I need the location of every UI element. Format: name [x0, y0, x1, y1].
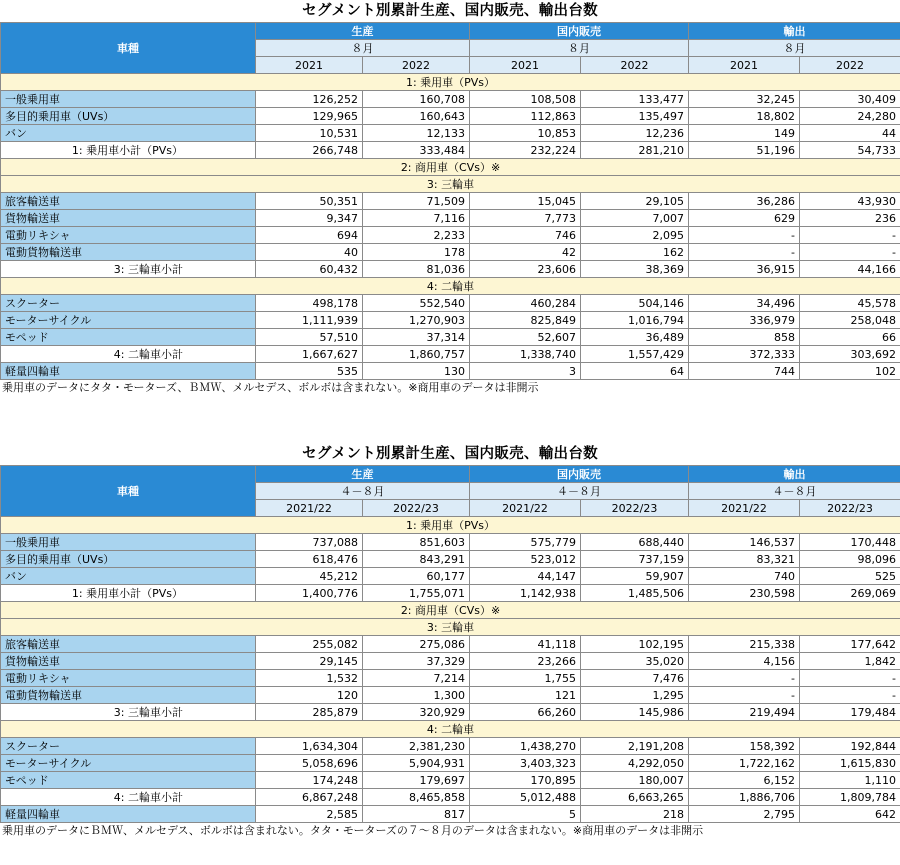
cell-value: 6,663,265 [581, 789, 689, 806]
row-label: モーターサイクル [1, 755, 256, 772]
row-label: 旅客輸送車 [1, 193, 256, 210]
cell-value: 50,351 [256, 193, 363, 210]
cell-value: 552,540 [363, 295, 470, 312]
cell-value: 8,465,858 [363, 789, 470, 806]
table-row [1, 551, 900, 568]
subtotal-row [1, 585, 900, 602]
row-label: 電動リキシャ [1, 227, 256, 244]
cell-value: - [689, 670, 800, 687]
cell-value: 7,476 [581, 670, 689, 687]
cell-value: 108,508 [470, 91, 581, 108]
section-title: 1: 乗用車（PVs） [1, 74, 900, 91]
cell-value: 34,496 [689, 295, 800, 312]
section-title: 3: 三輪車 [1, 176, 900, 193]
cell-value: 3,403,323 [470, 755, 581, 772]
cell-value: 35,020 [581, 653, 689, 670]
cell-value: - [689, 687, 800, 704]
year-header: 2021/22 [256, 500, 363, 517]
cell-value: 255,082 [256, 636, 363, 653]
subtotal-row [1, 346, 900, 363]
section-title: 2: 商用車（CVs）※ [1, 602, 900, 619]
cell-value: 281,210 [581, 142, 689, 159]
table-row [1, 534, 900, 551]
cell-value: 9,347 [256, 210, 363, 227]
cell-value: 40 [256, 244, 363, 261]
cell-value: 737,088 [256, 534, 363, 551]
subtotal-row [1, 704, 900, 721]
cell-value: 36,915 [689, 261, 800, 278]
cell-value: 744 [689, 363, 800, 380]
cell-value: 1,842 [800, 653, 900, 670]
cell-value: 4,156 [689, 653, 800, 670]
table-row [1, 755, 900, 772]
table-row [1, 193, 900, 210]
header-row-groups [1, 23, 900, 40]
group-header: 生産 [256, 23, 470, 40]
cell-value: 1,111,939 [256, 312, 363, 329]
cell-value: 746 [470, 227, 581, 244]
group-header: 国内販売 [470, 23, 689, 40]
period-header: ４－８月 [689, 483, 900, 500]
year-header: 2022/23 [363, 500, 470, 517]
cell-value: 30,409 [800, 91, 900, 108]
cell-value: 149 [689, 125, 800, 142]
cell-value: 7,214 [363, 670, 470, 687]
year-header: 2021 [470, 57, 581, 74]
cell-value: - [800, 244, 900, 261]
row-label: 一般乗用車 [1, 91, 256, 108]
cell-value: 535 [256, 363, 363, 380]
section-row [1, 619, 900, 636]
cell-value: 1,295 [581, 687, 689, 704]
year-header: 2021/22 [689, 500, 800, 517]
cell-value: 83,321 [689, 551, 800, 568]
row-label: モペッド [1, 329, 256, 346]
cell-value: 98,096 [800, 551, 900, 568]
table-row [1, 806, 900, 823]
cell-value: 5,012,488 [470, 789, 581, 806]
cell-value: 236 [800, 210, 900, 227]
data-table [0, 22, 900, 380]
cell-value: 102 [800, 363, 900, 380]
table-block-monthly [0, 0, 900, 396]
row-label: 旅客輸送車 [1, 636, 256, 653]
row-label: 1: 乗用車小計（PVs） [1, 142, 256, 159]
row-label: バン [1, 125, 256, 142]
footnote: 乗用車のデータにタタ・モーターズ、ＢＭＷ、メルセデス、ボルボは含まれない。※商用車のデータは非開示 [2, 381, 539, 394]
section-row [1, 517, 900, 534]
section-title: 3: 三輪車 [1, 619, 900, 636]
cell-value: 1,886,706 [689, 789, 800, 806]
cell-value: 825,849 [470, 312, 581, 329]
year-header: 2022 [363, 57, 470, 74]
cell-value: 158,392 [689, 738, 800, 755]
subtotal-row [1, 261, 900, 278]
cell-value: 66,260 [470, 704, 581, 721]
cell-value: 192,844 [800, 738, 900, 755]
table-row [1, 329, 900, 346]
section-title: 4: 二輪車 [1, 278, 900, 295]
cell-value: 7,773 [470, 210, 581, 227]
cell-value: - [800, 670, 900, 687]
period-header: ８月 [256, 40, 470, 57]
table-row [1, 636, 900, 653]
cell-value: 1,860,757 [363, 346, 470, 363]
cell-value: 5 [470, 806, 581, 823]
cell-value: 269,069 [800, 585, 900, 602]
row-label: 電動リキシャ [1, 670, 256, 687]
table-row [1, 670, 900, 687]
cell-value: 3 [470, 363, 581, 380]
cell-value: 1,400,776 [256, 585, 363, 602]
cell-value: - [800, 227, 900, 244]
cell-value: 1,615,830 [800, 755, 900, 772]
cell-value: 817 [363, 806, 470, 823]
cell-value: 6,867,248 [256, 789, 363, 806]
cell-value: 1,338,740 [470, 346, 581, 363]
cell-value: 320,929 [363, 704, 470, 721]
row-label: モペッド [1, 772, 256, 789]
cell-value: 7,007 [581, 210, 689, 227]
cell-value: 29,145 [256, 653, 363, 670]
cell-value: 6,152 [689, 772, 800, 789]
cell-value: 1,809,784 [800, 789, 900, 806]
section-row [1, 721, 900, 738]
cell-value: 44,147 [470, 568, 581, 585]
table-row [1, 687, 900, 704]
cell-value: 498,178 [256, 295, 363, 312]
table-row [1, 108, 900, 125]
row-label: 3: 三輪車小計 [1, 261, 256, 278]
cell-value: 372,333 [689, 346, 800, 363]
period-header: ４－８月 [470, 483, 689, 500]
cell-value: 145,986 [581, 704, 689, 721]
table-row [1, 772, 900, 789]
cell-value: 179,697 [363, 772, 470, 789]
cell-value: 2,095 [581, 227, 689, 244]
table-title: セグメント別累計生産、国内販売、輸出台数 [302, 3, 598, 19]
section-row [1, 602, 900, 619]
table-title: セグメント別累計生産、国内販売、輸出台数 [302, 446, 598, 462]
cell-value: 41,118 [470, 636, 581, 653]
cell-value: 843,291 [363, 551, 470, 568]
row-label: 軽量四輪車 [1, 806, 256, 823]
cell-value: 32,245 [689, 91, 800, 108]
cell-value: 333,484 [363, 142, 470, 159]
group-header: 国内販売 [470, 466, 689, 483]
year-header: 2021 [689, 57, 800, 74]
year-header: 2022/23 [581, 500, 689, 517]
table-row [1, 738, 900, 755]
cell-value: 4,292,050 [581, 755, 689, 772]
cell-value: 2,585 [256, 806, 363, 823]
cell-value: 1,485,506 [581, 585, 689, 602]
year-header: 2022 [800, 57, 900, 74]
row-label: 軽量四輪車 [1, 363, 256, 380]
cell-value: 5,058,696 [256, 755, 363, 772]
cell-value: 851,603 [363, 534, 470, 551]
cell-value: 285,879 [256, 704, 363, 721]
cell-value: 66 [800, 329, 900, 346]
cell-value: 2,381,230 [363, 738, 470, 755]
cell-value: 629 [689, 210, 800, 227]
cell-value: 37,314 [363, 329, 470, 346]
data-table [0, 465, 900, 823]
table-row [1, 568, 900, 585]
period-header: ８月 [689, 40, 900, 57]
cell-value: 2,795 [689, 806, 800, 823]
cell-value: 45,578 [800, 295, 900, 312]
cell-value: 51,196 [689, 142, 800, 159]
cell-value: 1,438,270 [470, 738, 581, 755]
cell-value: 43,930 [800, 193, 900, 210]
group-header: 輸出 [689, 23, 900, 40]
cell-value: 180,007 [581, 772, 689, 789]
cell-value: 523,012 [470, 551, 581, 568]
cell-value: 146,537 [689, 534, 800, 551]
cell-value: 575,779 [470, 534, 581, 551]
table-row [1, 125, 900, 142]
cell-value: 15,045 [470, 193, 581, 210]
cell-value: 12,236 [581, 125, 689, 142]
cell-value: 5,904,931 [363, 755, 470, 772]
cell-value: 1,016,794 [581, 312, 689, 329]
row-label: 一般乗用車 [1, 534, 256, 551]
cell-value: 54,733 [800, 142, 900, 159]
cell-value: 36,489 [581, 329, 689, 346]
cell-value: 177,642 [800, 636, 900, 653]
cell-value: 1,300 [363, 687, 470, 704]
cell-value: 129,965 [256, 108, 363, 125]
cell-value: 1,634,304 [256, 738, 363, 755]
cell-value: 12,133 [363, 125, 470, 142]
cell-value: - [800, 687, 900, 704]
cell-value: 258,048 [800, 312, 900, 329]
cell-value: 230,598 [689, 585, 800, 602]
cell-value: 232,224 [470, 142, 581, 159]
cell-value: 858 [689, 329, 800, 346]
cell-value: 59,907 [581, 568, 689, 585]
year-header: 2021 [256, 57, 363, 74]
row-label: 電動貨物輸送車 [1, 244, 256, 261]
subtotal-row [1, 789, 900, 806]
table-row [1, 91, 900, 108]
cell-value: 266,748 [256, 142, 363, 159]
cell-value: 179,484 [800, 704, 900, 721]
row-label: モーターサイクル [1, 312, 256, 329]
row-label: 多目的乗用車（UVs） [1, 551, 256, 568]
cell-value: 178 [363, 244, 470, 261]
cell-value: 618,476 [256, 551, 363, 568]
cell-value: 23,606 [470, 261, 581, 278]
section-row [1, 278, 900, 295]
cell-value: - [689, 244, 800, 261]
period-header: ８月 [470, 40, 689, 57]
cell-value: 1,722,162 [689, 755, 800, 772]
cell-value: 219,494 [689, 704, 800, 721]
cell-value: 60,177 [363, 568, 470, 585]
cell-value: 24,280 [800, 108, 900, 125]
cell-value: 1,270,903 [363, 312, 470, 329]
cell-value: - [689, 227, 800, 244]
cell-value: 642 [800, 806, 900, 823]
cell-value: 525 [800, 568, 900, 585]
cell-value: 44 [800, 125, 900, 142]
cell-value: 10,531 [256, 125, 363, 142]
cell-value: 504,146 [581, 295, 689, 312]
cell-value: 120 [256, 687, 363, 704]
cell-value: 29,105 [581, 193, 689, 210]
cell-value: 64 [581, 363, 689, 380]
cell-value: 160,643 [363, 108, 470, 125]
section-title: 1: 乗用車（PVs） [1, 517, 900, 534]
cell-value: 1,532 [256, 670, 363, 687]
cell-value: 81,036 [363, 261, 470, 278]
table-row [1, 363, 900, 380]
table-row [1, 244, 900, 261]
cell-value: 57,510 [256, 329, 363, 346]
group-header: 輸出 [689, 466, 900, 483]
cell-value: 1,110 [800, 772, 900, 789]
cell-value: 1,667,627 [256, 346, 363, 363]
group-header: 生産 [256, 466, 470, 483]
cell-value: 170,448 [800, 534, 900, 551]
cell-value: 130 [363, 363, 470, 380]
cell-value: 37,329 [363, 653, 470, 670]
row-label: スクーター [1, 738, 256, 755]
period-header: ４－８月 [256, 483, 470, 500]
cell-value: 2,191,208 [581, 738, 689, 755]
cell-value: 38,369 [581, 261, 689, 278]
cell-value: 160,708 [363, 91, 470, 108]
cell-value: 45,212 [256, 568, 363, 585]
cell-value: 135,497 [581, 108, 689, 125]
section-title: 2: 商用車（CVs）※ [1, 159, 900, 176]
cell-value: 740 [689, 568, 800, 585]
section-row [1, 74, 900, 91]
footnote: 乗用車のデータにＢＭＷ、メルセデス、ボルボは含まれない。タタ・モーターズの７～８月のデータは含まれない。※商用車のデータは非開示 [2, 824, 704, 837]
cell-value: 460,284 [470, 295, 581, 312]
table-row [1, 210, 900, 227]
table-block-cumulative [0, 443, 900, 839]
row-label: 多目的乗用車（UVs） [1, 108, 256, 125]
year-header: 2021/22 [470, 500, 581, 517]
row-label: 4: 二輪車小計 [1, 789, 256, 806]
cell-value: 71,509 [363, 193, 470, 210]
row-label: 3: 三輪車小計 [1, 704, 256, 721]
cell-value: 218 [581, 806, 689, 823]
table-row [1, 312, 900, 329]
vehicle-type-header: 車種 [1, 23, 256, 74]
cell-value: 1,755 [470, 670, 581, 687]
row-label: 貨物輸送車 [1, 210, 256, 227]
row-label: バン [1, 568, 256, 585]
header-row-groups [1, 466, 900, 483]
year-header: 2022 [581, 57, 689, 74]
row-label: スクーター [1, 295, 256, 312]
cell-value: 44,166 [800, 261, 900, 278]
cell-value: 112,863 [470, 108, 581, 125]
cell-value: 18,802 [689, 108, 800, 125]
cell-value: 2,233 [363, 227, 470, 244]
cell-value: 7,116 [363, 210, 470, 227]
row-label: 電動貨物輸送車 [1, 687, 256, 704]
cell-value: 60,432 [256, 261, 363, 278]
cell-value: 1,142,938 [470, 585, 581, 602]
cell-value: 336,979 [689, 312, 800, 329]
cell-value: 42 [470, 244, 581, 261]
cell-value: 133,477 [581, 91, 689, 108]
row-label: 貨物輸送車 [1, 653, 256, 670]
cell-value: 737,159 [581, 551, 689, 568]
cell-value: 303,692 [800, 346, 900, 363]
cell-value: 1,557,429 [581, 346, 689, 363]
section-row [1, 176, 900, 193]
vehicle-type-header: 車種 [1, 466, 256, 517]
cell-value: 23,266 [470, 653, 581, 670]
cell-value: 170,895 [470, 772, 581, 789]
cell-value: 162 [581, 244, 689, 261]
cell-value: 10,853 [470, 125, 581, 142]
subtotal-row [1, 142, 900, 159]
cell-value: 36,286 [689, 193, 800, 210]
row-label: 4: 二輪車小計 [1, 346, 256, 363]
section-title: 4: 二輪車 [1, 721, 900, 738]
cell-value: 688,440 [581, 534, 689, 551]
cell-value: 52,607 [470, 329, 581, 346]
cell-value: 215,338 [689, 636, 800, 653]
table-row [1, 295, 900, 312]
cell-value: 275,086 [363, 636, 470, 653]
cell-value: 694 [256, 227, 363, 244]
table-row [1, 653, 900, 670]
cell-value: 121 [470, 687, 581, 704]
table-row [1, 227, 900, 244]
cell-value: 102,195 [581, 636, 689, 653]
year-header: 2022/23 [800, 500, 900, 517]
cell-value: 174,248 [256, 772, 363, 789]
section-row [1, 159, 900, 176]
cell-value: 1,755,071 [363, 585, 470, 602]
row-label: 1: 乗用車小計（PVs） [1, 585, 256, 602]
cell-value: 126,252 [256, 91, 363, 108]
